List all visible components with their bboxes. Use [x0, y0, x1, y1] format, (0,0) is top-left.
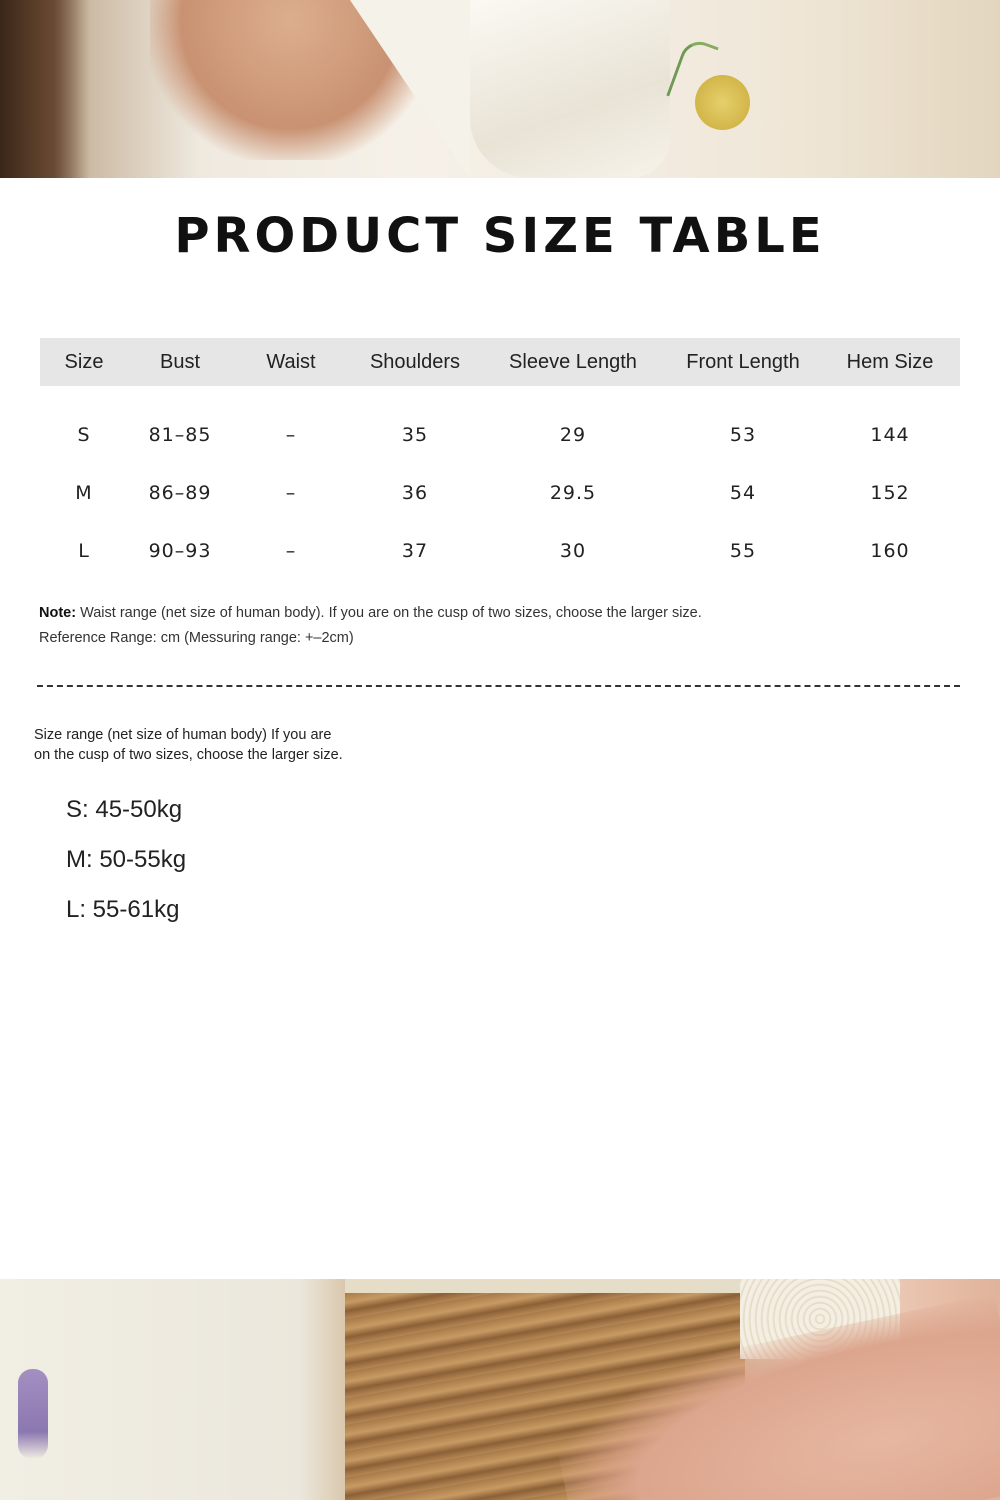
- header-bust: Bust: [159, 350, 201, 373]
- size-range-text: [34, 725, 394, 765]
- table-row: [40, 464, 960, 522]
- note-label: Note:: [39, 605, 77, 621]
- cell-front-length: 54: [729, 482, 757, 504]
- cell-sleeve-length: 29: [559, 424, 587, 446]
- cell-sleeve-length: 29.5: [549, 482, 597, 504]
- cell-hem-size: 152: [870, 482, 910, 504]
- cell-waist: –: [285, 540, 297, 562]
- cell-bust: 86–89: [148, 482, 212, 504]
- ruffle-collar-shape: [470, 0, 670, 178]
- cell-shoulders: 35: [401, 424, 429, 446]
- table-row: [40, 522, 960, 580]
- dashed-divider: [37, 685, 960, 687]
- hair-shape: [0, 0, 90, 178]
- cell-hem-size: 144: [870, 424, 910, 446]
- table-row: [40, 406, 960, 464]
- reference-range: Reference Range: cm (Messuring range: +–2cm): [39, 630, 354, 646]
- cell-size: S: [77, 424, 91, 446]
- note-line: [39, 601, 702, 626]
- cell-bust: 81–85: [148, 424, 212, 446]
- size-table: [40, 338, 960, 580]
- cell-sleeve-length: 30: [559, 540, 587, 562]
- weight-item-l: L: 55-61kg: [66, 896, 180, 923]
- header-shoulders: Shoulders: [369, 350, 461, 373]
- page-title: PRODUCT SIZE TABLE: [174, 208, 826, 264]
- header-waist: Waist: [266, 350, 316, 373]
- size-note: [39, 601, 702, 651]
- size-range-line: Size range (net size of human body) If you are: [34, 727, 332, 743]
- cell-front-length: 53: [729, 424, 757, 446]
- cell-hem-size: 160: [870, 540, 910, 562]
- size-range-line: on the cusp of two sizes, choose the larger size.: [34, 747, 343, 763]
- cell-size: M: [75, 482, 93, 504]
- collar-left-shape: [350, 0, 470, 178]
- lavender-embroidery-icon: [18, 1369, 48, 1459]
- cell-waist: –: [285, 482, 297, 504]
- cell-size: L: [78, 540, 90, 562]
- header-sleeve-length: Sleeve Length: [509, 350, 637, 373]
- weight-item-s: S: 45-50kg: [66, 796, 183, 823]
- cell-front-length: 55: [729, 540, 757, 562]
- cell-bust: 90–93: [148, 540, 212, 562]
- top-product-photo: [0, 0, 1000, 178]
- cell-shoulders: 36: [401, 482, 429, 504]
- table-header-row: [40, 338, 960, 386]
- header-size: Size: [64, 350, 104, 373]
- cell-waist: –: [285, 424, 297, 446]
- weight-list: [66, 793, 186, 943]
- header-hem-size: Hem Size: [846, 350, 934, 373]
- note-text: Waist range (net size of human body). If you are on the cusp of two sizes, choose the larger size.: [76, 605, 702, 621]
- bottom-product-photo: [0, 1279, 1000, 1500]
- cell-shoulders: 37: [401, 540, 429, 562]
- weight-item-m: M: 50-55kg: [66, 846, 187, 873]
- header-front-length: Front Length: [686, 350, 800, 373]
- embroidered-flower-icon: [695, 75, 750, 130]
